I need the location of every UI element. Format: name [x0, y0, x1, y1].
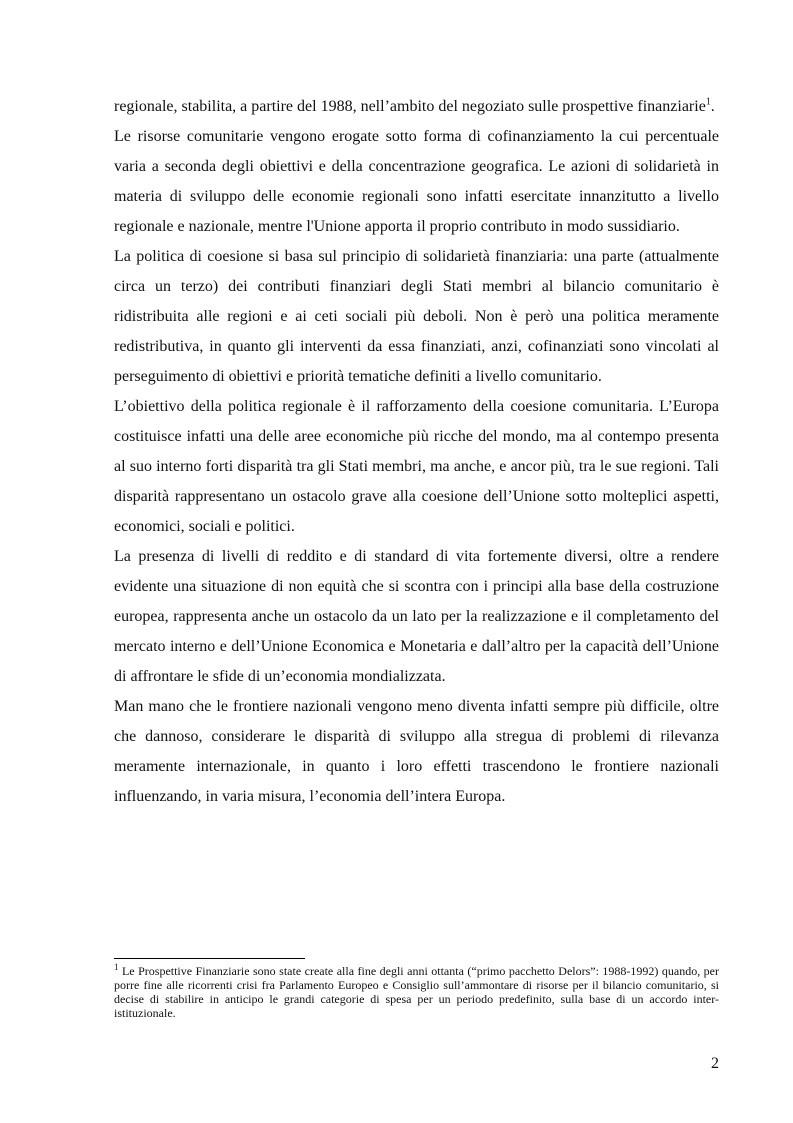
paragraph-5: La presenza di livelli di reddito e di standard di vita fortemente diversi, oltre a rendere evidente una situazione di non equità che si scontra con i principi alla base della costruzione europea, rappresenta anche un ostacolo da un lato per la realizzazione e il completamento del mercato interno e dell’Unione Economica e Monetaria e dall’altro per la capacità dell’Unione di affrontare le sfide di un’economia mondializzata. — [114, 548, 719, 685]
paragraph-4: L’obiettivo della politica regionale è il rafforzamento della coesione comunitaria. L’Europa costituisce infatti una delle aree economiche più ricche del mondo, ma al contempo presenta al suo interno forti disparità tra gli Stati membri, ma anche, e ancor più, tra le sue regioni. Tali disparità rappresentano un ostacolo grave alla coesione dell’Unione sotto molteplici aspetti, economici, sociali e politici. — [114, 398, 719, 535]
paragraph-6: Man mano che le frontiere nazionali vengono meno diventa infatti sempre più difficile, oltre che dannoso, considerare le disparità di sviluppo alla stregua di problemi di rilevanza meramente internazionale, in quanto i loro effetti trascendono le frontiere nazionali influenzando, in varia misura, l’economia dell’intera Europa. — [114, 698, 719, 805]
page-number: 2 — [711, 1055, 719, 1072]
paragraph-1-text: regionale, stabilita, a partire del 1988, nell’ambito del negoziato sulle prospettive finanziarie — [114, 98, 706, 115]
paragraph-1-end: . — [710, 98, 715, 115]
paragraph-1 — [114, 92, 719, 122]
footnote-marker: 1 — [114, 962, 119, 972]
footnote — [114, 964, 719, 1020]
paragraph-3: La politica di coesione si basa sul principio di solidarietà finanziaria: una parte (attualmente circa un terzo) dei contributi finanziari degli Stati membri al bilancio comunitario è ridistribuita alle regioni e ai ceti sociali più deboli. Non è però una politica meramente redistributiva, in quanto gli interventi da essa finanziati, anzi, cofinanziati sono vincolati al perseguimento di obiettivi e priorità tematiche definiti a livello comunitario. — [114, 248, 719, 385]
page-body — [114, 92, 719, 812]
paragraph-2: Le risorse comunitarie vengono erogate sotto forma di cofinanziamento la cui percentuale varia a seconda degli obiettivi e della concentrazione geografica. Le azioni di solidarietà in materia di sviluppo delle economie regionali sono infatti esercitate innanzitutto a livello regionale e nazionale, mentre l'Unione apporta il proprio contributo in modo sussidiario. — [114, 128, 719, 235]
footnote-separator — [114, 958, 305, 959]
footnote-text: Le Prospettive Finanziarie sono state create alla fine degli anni ottanta (“primo pacchetto Delors”: 1988-1992) quando, per porre fine alle ricorrenti crisi fra Parlamento Europeo e Consiglio sull’ammontare di risorse per il bilancio comunitario, si decise di stabilire in anticipo le grandi categorie di spesa per un periodo predefinito, sulla base di un accordo inter-istituzionale. — [114, 964, 719, 1020]
footnote-reference[interactable]: 1 — [705, 96, 711, 108]
